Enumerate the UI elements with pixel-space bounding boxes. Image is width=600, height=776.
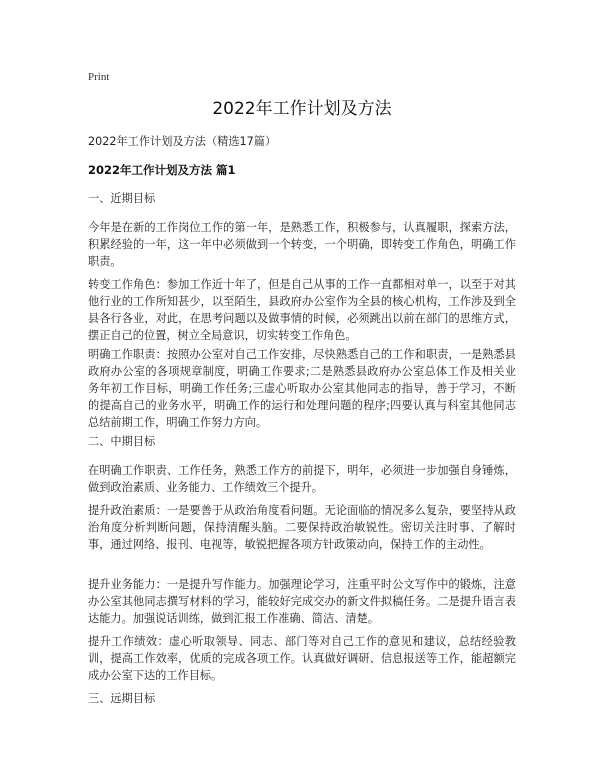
heading-long-term: 三、远期目标	[88, 692, 156, 705]
print-link[interactable]: Print	[88, 71, 110, 83]
heading-mid-term: 二、中期目标	[88, 435, 156, 448]
paragraph-intro: 今年是在新的工作岗位工作的第一年，是熟悉工作，积极参与，认真履职，探索方法，积累经验的一年，这一年中必须做到一个转变，一个明确，即转变工作角色，明确工作职责。	[88, 221, 516, 268]
document-subtitle: 2022年工作计划及方法（精选17篇）	[88, 135, 277, 148]
paragraph-duties: 明确工作职责：按照办公室对自己工作安排，尽快熟悉自己的工作和职责，一是熟悉县政府办公室的各项规章制度，明确工作要求;二是熟悉县政府办公室总体工作及相关业务年初工作目标，明确工作任务;三虚心听取办公室其他同志的指导，善于学习，不断的提高自己的业务水平，明确工作的运行和处理问题的程序;四要认真与科室其他同志总结前期工作，明确工作努力方向。	[88, 348, 516, 429]
paragraph-political: 提升政治素质：一是要善于从政治角度看问题。无论面临的情况多么复杂，要坚持从政治角度分析判断问题，保持清醒头脑。二要保持政治敏锐性。密切关注时事、了解时事，通过网络、报刊、电视等，敏锐把握各项方针政策动向，保持工作的主动性。	[88, 504, 516, 551]
paragraph-business: 提升业务能力：一是提升写作能力。加强理论学习，注重平时公文写作中的锻炼，注意办公室其他同志撰写材料的学习，能较好完成交办的新文件拟稿任务。二是提升语言表达能力。加强说话训练，做到汇报工作准确、简洁、清楚。	[88, 578, 516, 625]
section-title: 2022年工作计划及方法 篇1	[88, 163, 236, 177]
heading-near-term: 一、近期目标	[88, 192, 156, 205]
paragraph-role-change: 转变工作角色：参加工作近十年了，但是自己从事的工作一直都相对单一，以至于对其他行业的工作所知甚少，以至陌生，县政府办公室作为全县的核心机构，工作涉及到全县各行各业，对此，在思考问题以及做事情的时候，必须跳出以前在部门的思维方式，摆正自己的位置，树立全局意识，切实转变工作角色。	[88, 278, 516, 342]
paragraph-performance: 提升工作绩效：虚心听取领导、同志、部门等对自己工作的意见和建议，总结经验教训，提高工作效率，优质的完成各项工作。认真做好调研、信息报送等工作，能超额完成办公室下达的工作目标。	[88, 635, 516, 682]
paragraph-mid-intro: 在明确工作职责、工作任务，熟悉工作方的前提下，明年，必须进一步加强自身锤炼，做到政治素质、业务能力、工作绩效三个提升。	[88, 464, 516, 494]
document-title: 2022年工作计划及方法	[212, 99, 392, 119]
